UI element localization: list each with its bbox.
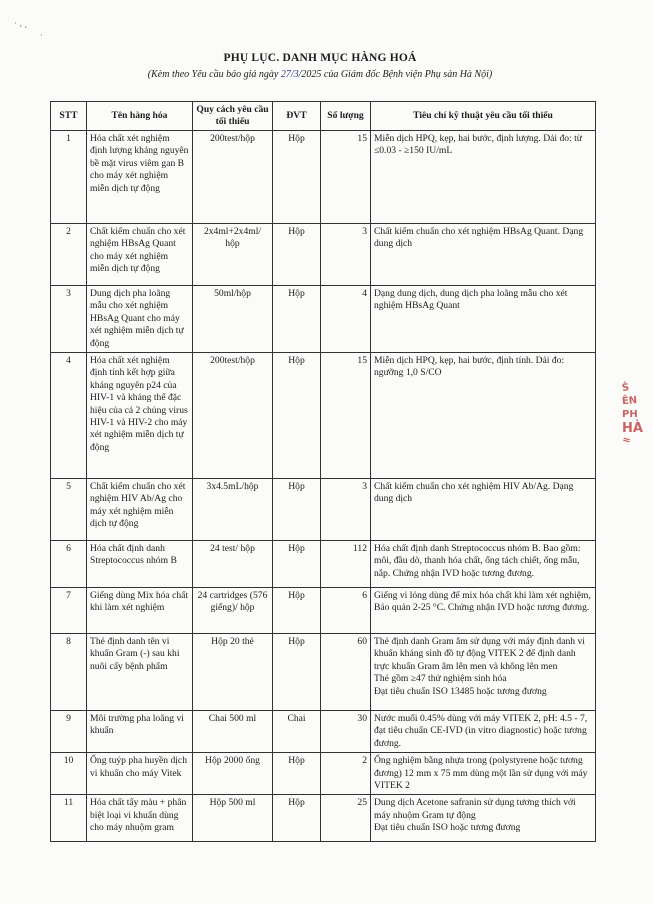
cell-stt: 4 [51, 353, 87, 479]
cell-unit: Hộp [273, 795, 321, 842]
cell-stt: 11 [51, 795, 87, 842]
table-row [51, 541, 596, 588]
cell-qty: 30 [321, 711, 371, 753]
table-header-row [51, 102, 596, 131]
cell-stt: 9 [51, 711, 87, 753]
cell-name: Chất kiểm chuẩn cho xét nghiệm HIV Ab/Ag cho máy xét nghiệm miễn dịch tự động [87, 479, 193, 541]
cell-unit: Hộp [273, 634, 321, 711]
cell-spec: 200test/hộp [193, 353, 273, 479]
col-header-criteria: Tiêu chí kỹ thuật yêu cầu tối thiểu [371, 102, 596, 131]
col-header-name: Tên hàng hóa [87, 102, 193, 131]
subtitle-date: 27/3 [280, 69, 299, 80]
page-title: PHỤ LỤC. DANH MỤC HÀNG HOÁ [223, 52, 417, 64]
cell-qty: 112 [321, 541, 371, 588]
table-row [51, 224, 596, 286]
cell-name: Thẻ định danh tên vi khuẩn Gram (-) sau khi nuôi cấy bệnh phẩm [87, 634, 193, 711]
cell-criteria: Nước muối 0.45% dùng với máy VITEK 2, pH: 4.5 - 7, đạt tiêu chuẩn CE-IVD (in vitro diagnostic) hoặc tương đương. [371, 711, 596, 753]
cell-qty: 15 [321, 131, 371, 224]
cell-criteria: Chất kiểm chuẩn cho xét nghiệm HBsAg Quant. Dạng dung dịch [371, 224, 596, 286]
cell-criteria: Miễn dịch HPQ, kẹp, hai bước, định lượng. Dải đo: từ ≤0.03 - ≥150 IU/mL [371, 131, 596, 224]
col-header-spec: Quy cách yêu cầu tối thiểu [193, 102, 273, 131]
cell-criteria: Hóa chất định danh Streptococcus nhóm B. Bao gồm: môi, đầu dò, thanh hóa chất, ống tách chiết, ống mẫu, nắp. Chứng nhận IVD hoặc tương đương. [371, 541, 596, 588]
cell-name: Hóa chất định danh Streptococcus nhóm B [87, 541, 193, 588]
cell-stt: 8 [51, 634, 87, 711]
cell-unit: Hộp [273, 224, 321, 286]
cell-name: Dung dịch pha loãng mẫu cho xét nghiệm HBsAg Quant cho máy xét nghiệm miễn dịch tự động [87, 286, 193, 353]
cell-criteria: Dung dịch Acetone safranin sử dụng tương thích với máy nhuộm Gram tự động Đạt tiêu chuẩn ISO hoặc tương đương [371, 795, 596, 842]
cell-spec: Chai 500 ml [193, 711, 273, 753]
cell-unit: Hộp [273, 588, 321, 634]
cell-name: Hóa chất tẩy màu + phân biệt loại vi khuẩn dùng cho máy nhuộm gram [87, 795, 193, 842]
cell-spec: 3x4.5mL/hộp [193, 479, 273, 541]
subtitle-after: /2025 của Giám đốc Bệnh viện Phụ sản Hà Nội) [298, 69, 493, 80]
cell-stt: 3 [51, 286, 87, 353]
cell-qty: 4 [321, 286, 371, 353]
goods-table [50, 101, 596, 842]
cell-criteria: Giếng vi lỏng dùng để mix hóa chất khi làm xét nghiệm, Bảo quản 2-25 °C. Chứng nhận IVD hoặc tương đương. [371, 588, 596, 634]
cell-unit: Hộp [273, 541, 321, 588]
cell-stt: 2 [51, 224, 87, 286]
cell-qty: 2 [321, 753, 371, 795]
cell-name: Hóa chất xét nghiệm định lượng kháng nguyên bề mặt virus viêm gan B cho máy xét nghiệm miễn dịch tự động [87, 131, 193, 224]
table-row [51, 479, 596, 541]
cell-criteria: Miễn dịch HPQ, kẹp, hai bước, định tính. Dải đo: ngưỡng 1,0 S/CO [371, 353, 596, 479]
cell-unit: Hộp [273, 131, 321, 224]
table-row [51, 286, 596, 353]
cell-criteria: Ống nghiệm bằng nhựa trong (polystyrene hoặc tương đương) 12 mm x 75 mm dùng một lần sử dụng với máy VITEK 2 [371, 753, 596, 795]
cell-spec: 200test/hộp [193, 131, 273, 224]
cell-qty: 60 [321, 634, 371, 711]
cell-unit: Hộp [273, 479, 321, 541]
cell-qty: 3 [321, 479, 371, 541]
cell-name: Giếng dùng Mix hóa chất khi làm xét nghiệm [87, 588, 193, 634]
table-row [51, 588, 596, 634]
table-row [51, 753, 596, 795]
cell-qty: 3 [321, 224, 371, 286]
table-row [51, 634, 596, 711]
cell-spec: 24 cartridges (576 giếng)/ hộp [193, 588, 273, 634]
table-row [51, 353, 596, 479]
cell-stt: 7 [51, 588, 87, 634]
cell-spec: Hộp 2000 ống [193, 753, 273, 795]
col-header-qty: Số lượng [321, 102, 371, 131]
cell-spec: Hộp 20 thẻ [193, 634, 273, 711]
cell-spec: Hộp 500 ml [193, 795, 273, 842]
cell-unit: Hộp [273, 753, 321, 795]
cell-qty: 15 [321, 353, 371, 479]
scan-mark: · [40, 30, 43, 40]
cell-name: Môi trường pha loãng vi khuẩn [87, 711, 193, 753]
page-subtitle [0, 69, 640, 80]
col-header-stt: STT [51, 102, 87, 131]
cell-spec: 24 test/ hộp [193, 541, 273, 588]
red-stamp-partial: Ṡ ÊN PH HÀ ≈ [621, 382, 643, 447]
cell-stt: 10 [51, 753, 87, 795]
cell-unit: Chai [273, 711, 321, 753]
table-row [51, 795, 596, 842]
cell-criteria: Chất kiểm chuẩn cho xét nghiệm HIV Ab/Ag. Dạng dung dịch [371, 479, 596, 541]
cell-qty: 6 [321, 588, 371, 634]
cell-name: Chất kiểm chuẩn cho xét nghiệm HBsAg Quant cho máy xét nghiệm miễn dịch tự động [87, 224, 193, 286]
cell-criteria: Dạng dung dịch, dung dịch pha loãng mẫu cho xét nghiệm HBsAg Quant [371, 286, 596, 353]
cell-qty: 25 [321, 795, 371, 842]
subtitle-before: (Kèm theo Yêu cầu báo giá ngày [147, 69, 281, 80]
cell-spec: 2x4ml+2x4ml/ hộp [193, 224, 273, 286]
cell-unit: Hộp [273, 353, 321, 479]
cell-stt: 6 [51, 541, 87, 588]
table-row [51, 711, 596, 753]
cell-name: Hóa chất xét nghiệm định tính kết hợp giữa kháng nguyên p24 của HIV-1 và kháng thể đặc hiệu của cả 2 chủng virus HIV-1 và HIV-2 cho máy xét nghiệm miễn dịch tự động [87, 353, 193, 479]
cell-criteria: Thẻ định danh Gram âm sử dụng với máy định danh vi khuẩn kháng sinh đồ tự động VITEK 2 để định danh trực khuẩn Gram âm lên men và không lên men Thẻ gồm ≥47 thử nghiệm sinh hóa Đạt tiêu chuẩn ISO 13485 hoặc tương đương [371, 634, 596, 711]
cell-stt: 1 [51, 131, 87, 224]
cell-spec: 50ml/hộp [193, 286, 273, 353]
cell-stt: 5 [51, 479, 87, 541]
scan-mark: · ‚ ˛ [14, 18, 28, 28]
cell-unit: Hộp [273, 286, 321, 353]
table-row [51, 131, 596, 224]
cell-name: Ống tuýp pha huyền dịch vi khuẩn cho máy Vitek [87, 753, 193, 795]
col-header-unit: ĐVT [273, 102, 321, 131]
